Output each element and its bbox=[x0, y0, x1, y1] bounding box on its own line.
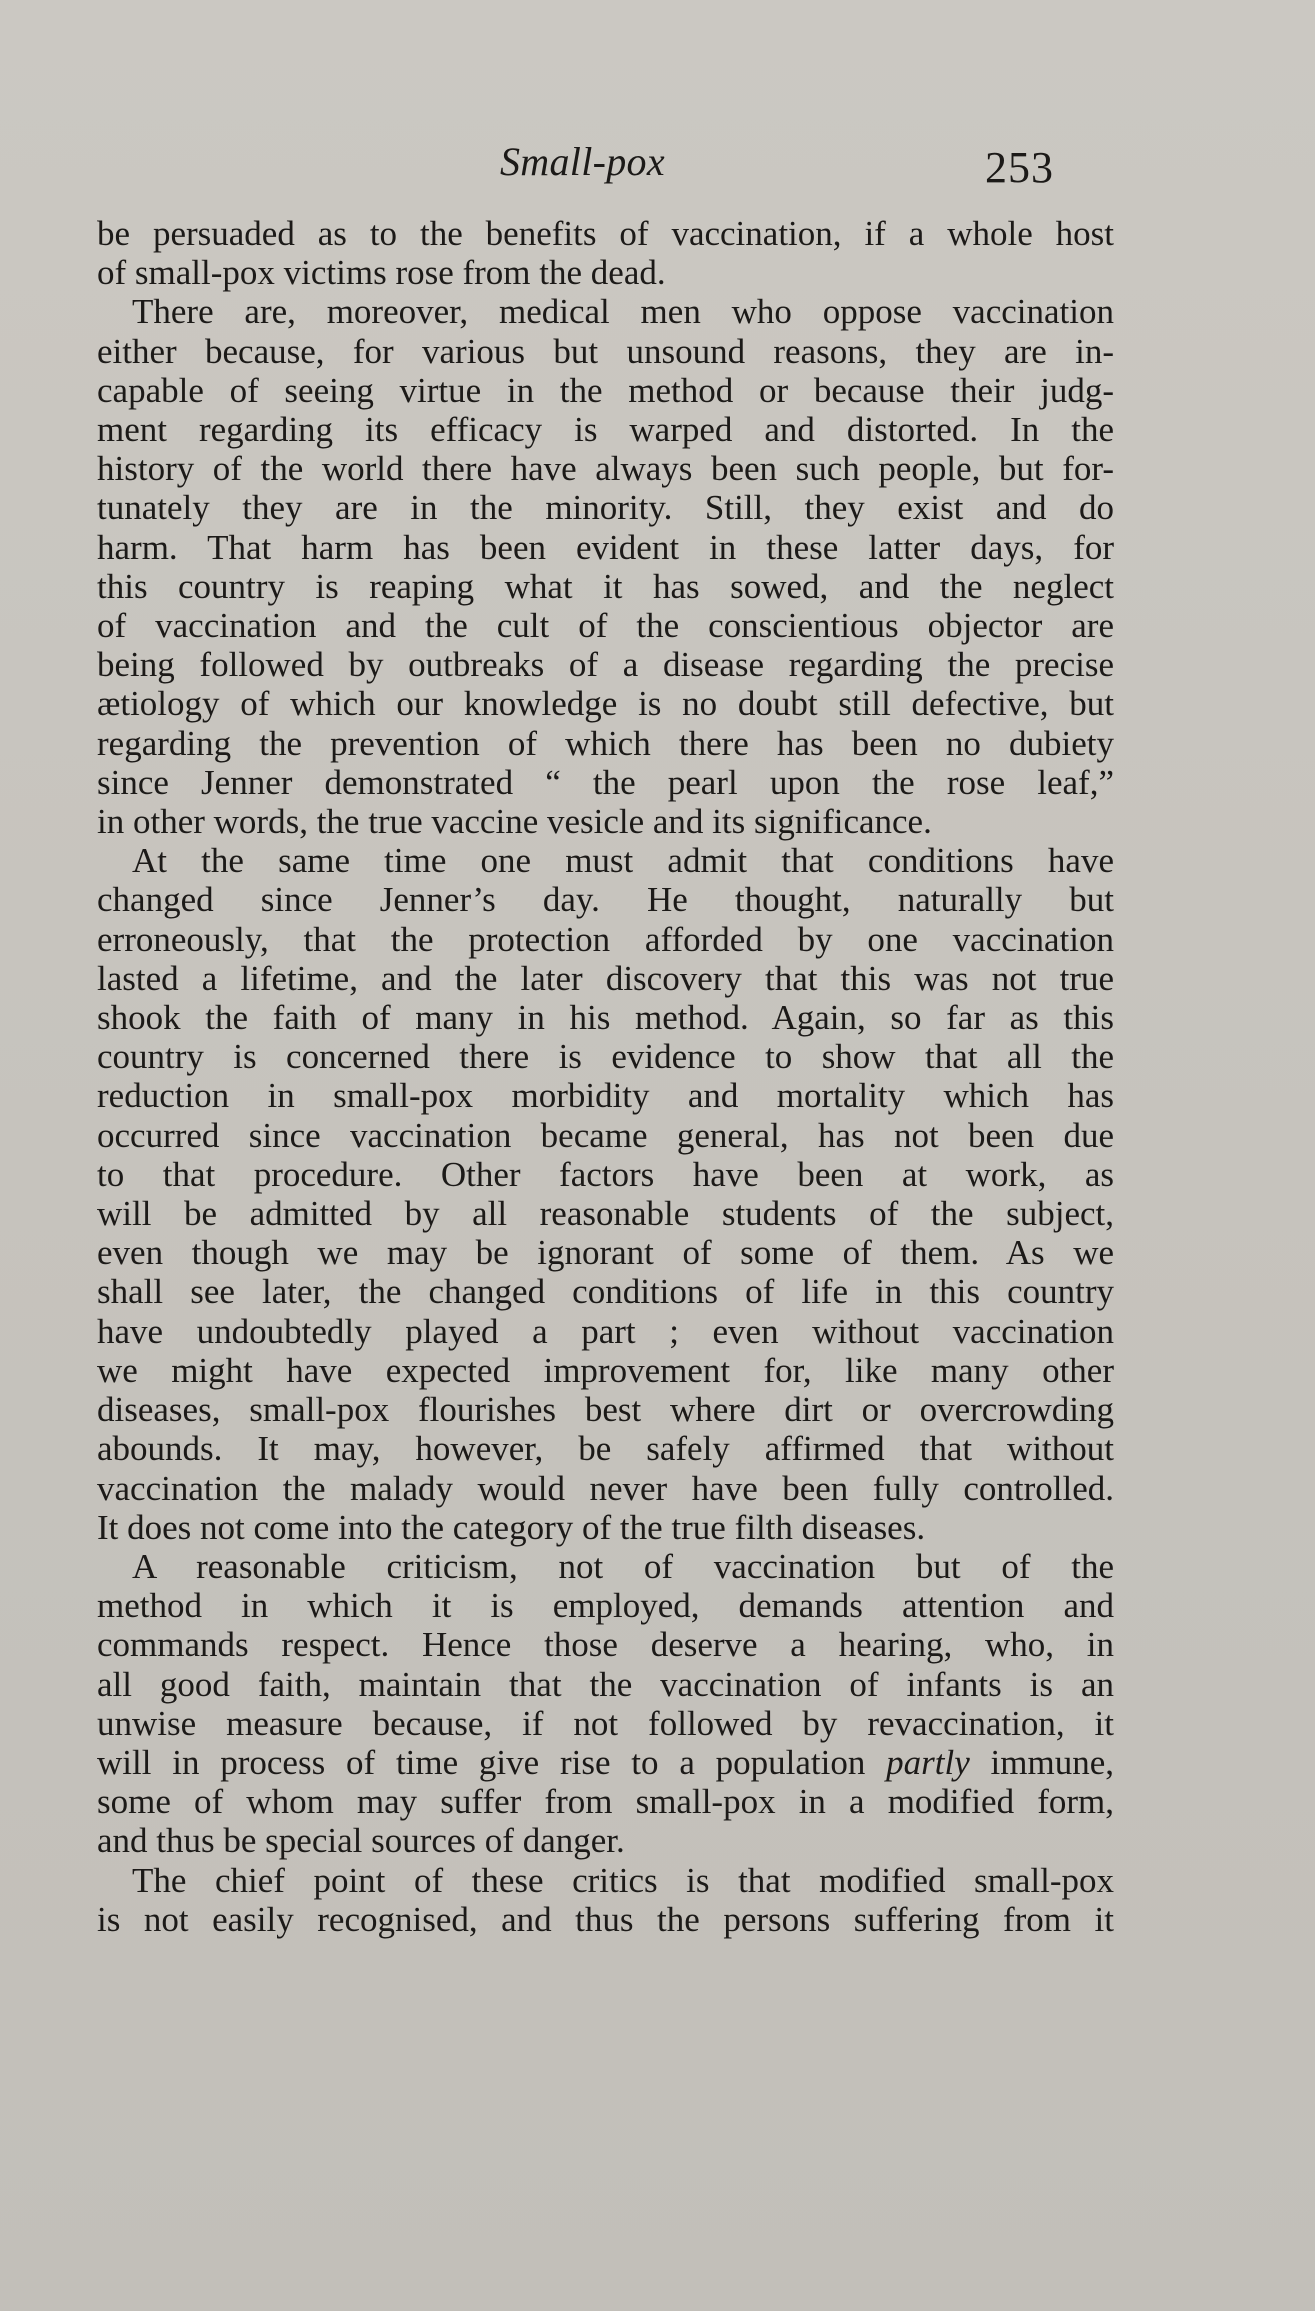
text-line: There are, moreover, medical men who oppose vaccination bbox=[132, 292, 1114, 332]
text-line: method in which it is employed, demands attention and bbox=[97, 1586, 1114, 1626]
text-line: changed since Jenner’s day. He thought, naturally but bbox=[97, 880, 1114, 920]
text-line: capable of seeing virtue in the method or because their judg- bbox=[97, 370, 1114, 410]
text-line: ætiology of which our knowledge is no doubt still defective, but bbox=[97, 684, 1114, 724]
running-head bbox=[0, 138, 1315, 198]
text-line: is not easily recognised, and thus the persons suffering from it bbox=[97, 1899, 1114, 1939]
paragraph-changed-conditions bbox=[97, 841, 1114, 1547]
text-line: unwise measure because, if not followed by revaccination, it bbox=[97, 1703, 1114, 1743]
text-line: of small-pox victims rose from the dead. bbox=[97, 253, 666, 293]
text-line: be persuaded as to the benefits of vaccination, if a whole host bbox=[97, 214, 1114, 253]
text-line: will be admitted by all reasonable students of the subject, bbox=[97, 1194, 1114, 1234]
text-line: of vaccination and the cult of the conscientious objector are bbox=[97, 606, 1114, 646]
text-line: to that procedure. Other factors have been at work, as bbox=[97, 1154, 1114, 1194]
text-line: reduction in small-pox morbidity and mortality which has bbox=[97, 1076, 1114, 1116]
text-line: tunately they are in the minority. Still, they exist and do bbox=[97, 488, 1114, 528]
text-line: lasted a lifetime, and the later discovery that this was not true bbox=[97, 958, 1114, 998]
text-line: country is concerned there is evidence to show that all the bbox=[97, 1037, 1114, 1077]
text-line: The chief point of these critics is that modified small-pox bbox=[132, 1860, 1114, 1900]
paragraph-medical-opposition bbox=[97, 292, 1114, 841]
text-run: immune, bbox=[969, 1742, 1114, 1782]
paragraph-continuation bbox=[97, 214, 1114, 292]
text-line: history of the world there have always been such people, but for- bbox=[97, 449, 1114, 489]
text-line: regarding the prevention of which there has been no dubiety bbox=[97, 723, 1114, 763]
text-line: shook the faith of many in his method. Again, so far as this bbox=[97, 998, 1114, 1038]
text-line: some of whom may suffer from small-pox in a modified form, bbox=[97, 1782, 1114, 1822]
text-line: shall see later, the changed conditions of life in this country bbox=[97, 1272, 1114, 1312]
text-line: erroneously, that the protection afforded by one vaccination bbox=[97, 919, 1114, 959]
text-line: It does not come into the category of the true filth diseases. bbox=[97, 1507, 926, 1547]
text-line: even though we may be ignorant of some of them. As we bbox=[97, 1233, 1114, 1273]
text-line: harm. That harm has been evident in these latter days, for bbox=[97, 527, 1114, 567]
paragraph-chief-point bbox=[97, 1861, 1114, 1939]
text-line: either because, for various but unsound reasons, they are in- bbox=[97, 331, 1114, 371]
paragraph-reasonable-criticism bbox=[97, 1547, 1114, 1861]
page-number: 253 bbox=[985, 143, 1054, 192]
text-line: being followed by outbreaks of a disease regarding the precise bbox=[97, 645, 1114, 685]
text-line: in other words, the true vaccine vesicle and its significance. bbox=[97, 802, 932, 842]
text-line: and thus be special sources of danger. bbox=[97, 1821, 625, 1861]
body-text bbox=[97, 214, 1114, 1939]
text-line: abounds. It may, however, be safely affirmed that without bbox=[97, 1429, 1114, 1469]
text-line: have undoubtedly played a part ; even without vaccination bbox=[97, 1311, 1114, 1351]
text-line: At the same time one must admit that conditions have bbox=[132, 841, 1114, 881]
text-line: commands respect. Hence those deserve a hearing, who, in bbox=[97, 1625, 1114, 1665]
text-run: will in process of time give rise to a population bbox=[97, 1742, 887, 1782]
text-line: since Jenner demonstrated “ the pearl upon the rose leaf,” bbox=[97, 762, 1114, 802]
text-line: A reasonable criticism, not of vaccination but of the bbox=[132, 1546, 1114, 1586]
text-line: ment regarding its efficacy is warped and distorted. In the bbox=[97, 410, 1114, 450]
text-line: all good faith, maintain that the vaccination of infants is an bbox=[97, 1664, 1114, 1704]
italic-word: partly bbox=[886, 1742, 970, 1782]
text-line: occurred since vaccination became general, has not been due bbox=[97, 1115, 1114, 1155]
text-line: vaccination the malady would never have been fully controlled. bbox=[97, 1468, 1114, 1508]
text-line: this country is reaping what it has sowed, and the neglect bbox=[97, 566, 1114, 606]
text-line-with-italic bbox=[97, 1743, 1114, 1782]
text-line: diseases, small-pox flourishes best where dirt or overcrowding bbox=[97, 1390, 1114, 1430]
text-line: we might have expected improvement for, like many other bbox=[97, 1350, 1114, 1390]
running-title: Small-pox bbox=[500, 139, 665, 184]
